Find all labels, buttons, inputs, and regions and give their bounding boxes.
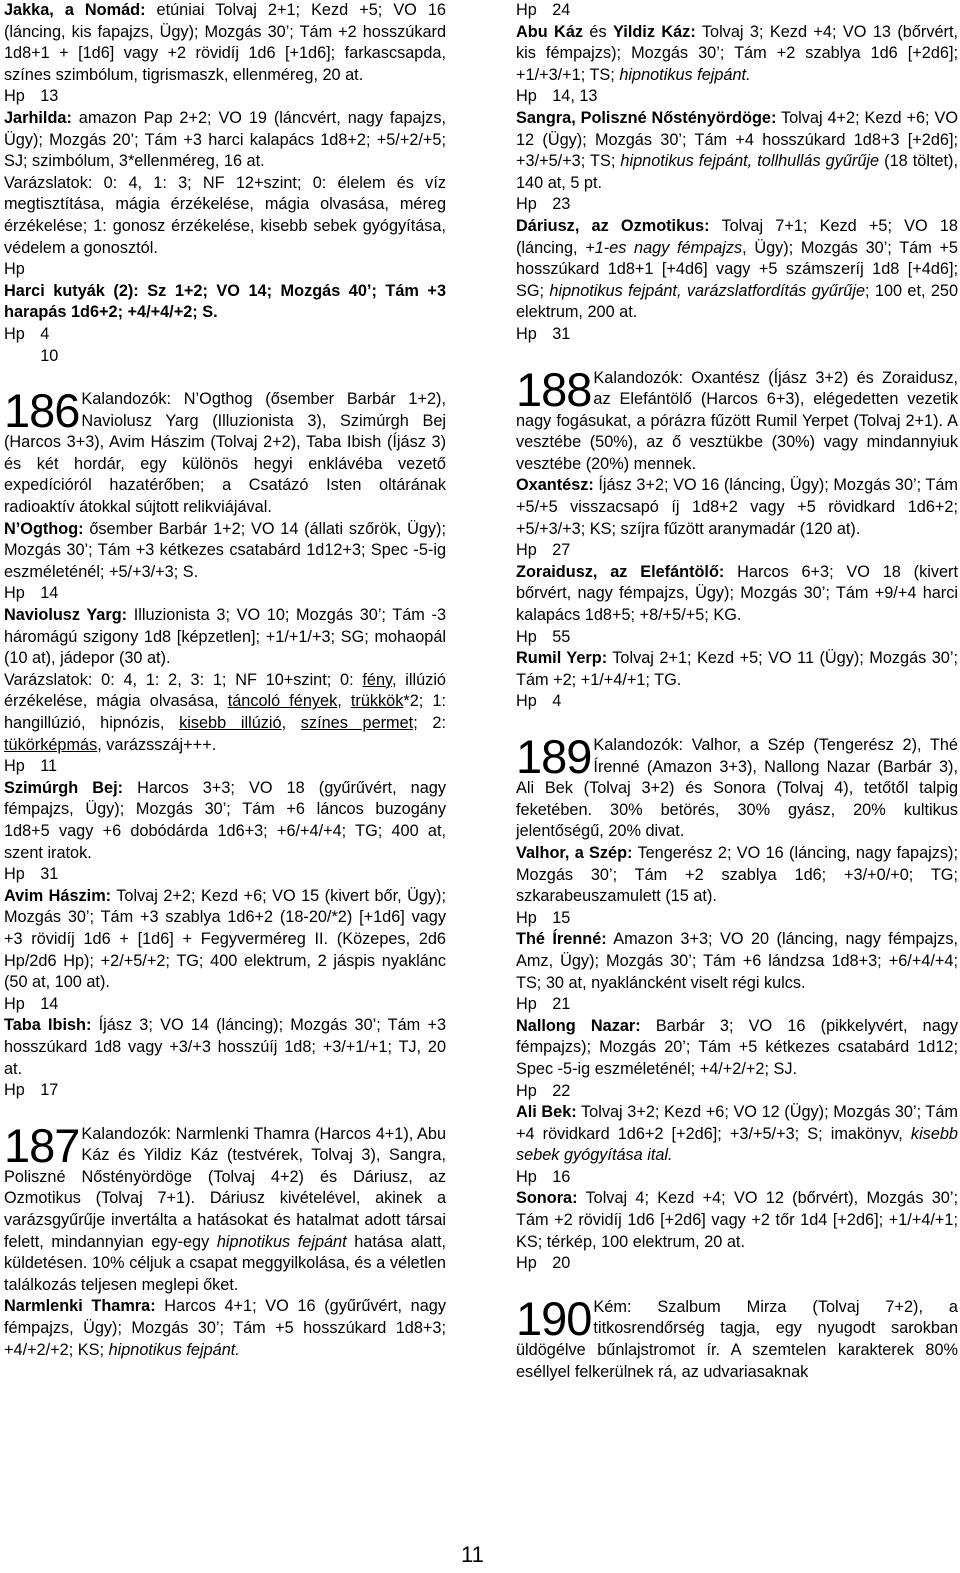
hp-line: Hp 14 <box>4 584 59 603</box>
encounter-number: 189 <box>516 730 592 783</box>
hp-line: Hp 27 <box>516 541 571 560</box>
right-column <box>516 0 958 1383</box>
entry-oxantesz: Oxantész: Íjász 3+2; VO 16 (láncing, Ügy); Mozgás 30’; Tám +5/+5 visszacsapó íj 1d8+2 vagy +5 rövidkard 1d6+2; +5/+3/+3; KS; szíjra fűzött aranymadár (120 at). <box>516 476 958 538</box>
entry-valhor: Valhor, a Szép: Tengerész 2; VO 16 (láncing, nagy fapajzs); Mozgás 30’; Tám +2 szablya 1d6; +3/+0/+0; TG; szkarabeuszamulett (15 at). <box>516 843 959 906</box>
entry-jakka: Jakka, a Nomád: etúniai Tolvaj 2+1; Kezd +5; VO 16 (láncing, kis fapajzs, Ügy); Mozgás 30’; Tám +2 hosszúkard 1d8+1 + [1d6] vagy +2 rövidíj 1d6 [+1d6]; farkascsapda, színes szimbólum, tigrismaszk, ellenméreg, 20 at. <box>4 1 446 84</box>
entry-ali-bek: Ali Bek: Tolvaj 3+2; Kezd +6; VO 12 (Ügy); Mozgás 30’; Tám +4 rövidkard 1d6+2 [+2d6]; +3/+5/+3; S; imakönyv, kisebb sebek gyógyítása ital. <box>516 1103 958 1165</box>
entry-dogs: Harci kutyák (2): Sz 1+2; VO 14; Mozgás 40’; Tám +3 harapás 1d6+2; +4/+4/+2; S. <box>4 281 446 322</box>
entry-sangra: Sangra, Poliszné Nőstényördöge: Tolvaj 4+2; Kezd +6; VO 12 (Ügy); Mozgás 30’; Tám +4 hosszúkard 1d8+3 [+2d6]; +3/+5/+3; TS; hipnotikus fejpánt, tollhullás gyűrűje (18 töltet), 140 at, 5 pt. <box>516 108 958 192</box>
encounter-number: 190 <box>516 1291 592 1345</box>
entry-jarhilda: Jarhilda: amazon Pap 2+2; VO 19 (láncvért, nagy fapajzs, Ügy); Mozgás 20’; Tám +3 harci kalapács 1d8+2; +5/+2/+5; SJ; szimbólum, 3*ellenméreg, 16 at. <box>4 108 446 171</box>
hp-line: Hp 17 <box>4 1081 59 1100</box>
entry-abu-yildiz: Abu Káz és Yildiz Káz: Tolvaj 3; Kezd +4; VO 13 (bőrvért, kis fémpajzs); Mozgás 30’; Tám +2 szablya 1d6 [+2d6]; +1/+3/+1; TS; hipnotikus fejpánt. <box>516 22 958 84</box>
encounter-number: 186 <box>4 384 80 438</box>
entry-naviolusz: Naviolusz Yarg: Illuzionista 3; VO 10; Mozgás 30’; Tám -3 háromágú szigony 1d8 [képzetlen]; +1/+1/+3; SG; mohaopál (10 at), jádepor (30 at). <box>4 606 446 668</box>
hp-line: 10 <box>4 346 59 365</box>
encounter-188: 188 Kalandozók: Oxantész (Íjász 3+2) és Zoraidusz, az Elefántölő (Harcos 6+3), elégedetten vezetik nagy fogásukat, a pórázra fűzött Rumil Yerpet (Tolvaj 2+1). A vesztébe (50%), az ő vesztükbe (30%) vagy mindannyiuk vesztébe (20%) mennek. <box>516 362 958 473</box>
hp-line: Hp 55 <box>516 627 571 646</box>
entry-dariusz: Dáriusz, az Ozmotikus: Tolvaj 7+1; Kezd +5; VO 18 (láncing, +1-es nagy fémpajzs, Ügy); Mozgás 30’; Tám +5 hosszúkard 1d8+1 [+4d6] vagy +5 számszeríj 1d8 [+4d6]; SG; hipnotikus fejpánt, varázslatfordítás gyűrűje; 100 et, 250 elektrum, 200 at. <box>516 216 959 322</box>
hp-line: Hp 14, 13 <box>516 87 598 106</box>
entry-sonora: Sonora: Tolvaj 4; Kezd +4; VO 12 (bőrvért), Mozgás 30’; Tám +2 rövidíj 1d6 [+2d6] vagy +2 tőr 1d4 [+2d6]; +1/+4/+1; KS; térkép, 100 elektrum, 20 at. <box>516 1189 958 1251</box>
entry-taba: Taba Ibish: Íjász 3; VO 14 (láncing); Mozgás 30’; Tám +3 hosszúkard 1d8 vagy +3/+3 hosszúíj 1d8; +3/+1/+1; TJ, 20 at. <box>4 1016 447 1078</box>
encounter-187: 187 Kalandozók: Narmlenki Thamra (Harcos 4+1), Abu Káz és Yildiz Káz (testvérek, Tolvaj 3), Sangra, Poliszné Nőstényördöge (Tolvaj 4+2) és Dáriusz, az Ozmotikus (Tolvaj 7+1). Dáriusz kivételével, akinek a varázsgyűrűje invertálta a hatásokat és hatalmat adott társai felett, mindannyian egy-egy hipnotikus fejpánt hatása alatt, küldetésen. 10% céljuk a csapat meggyilkolása, és a véletlen találkozás teljesen meglepi őket. <box>4 1118 446 1294</box>
hp-line: Hp 4 <box>516 692 562 711</box>
entry-szimurgh: Szimúrgh Bej: Harcos 3+3; VO 18 (gyűrűvért, nagy fémpajzs, Ügy); Mozgás 30’; Tám +6 láncos buzogány 1d8+5 vagy +6 dobódárda 1d6+3; +6/+4/+4; TG; 400 at, szent iratok. <box>4 778 446 862</box>
hp-line: Hp 24 <box>516 1 571 19</box>
entry-rumil: Rumil Yerp: Tolvaj 2+1; Kezd +5; VO 11 (Ügy); Mozgás 30’; Tám +2; +1/+4/+1; TG. <box>516 649 958 689</box>
jarhilda-spells: Varázslatok: 0: 4, 1: 3; NF 12+szint; 0: élelem és víz megtisztítása, mágia érzékelése, mágia olvasása, méreg érzékelése; 1: gonosz érzékelése, kisebb sebek gyógyítása, védelem a gonosztól. <box>4 173 446 257</box>
encounter-189: 189 Kalandozók: Valhor, a Szép (Tengerész 2), Thé Írenné (Amazon 3+3), Nallong Nazar (Barbár 3), Ali Bek (Tolvaj 3+2) és Sonora (Tolvaj 4), tetőtől talpig feketében. 30% betörés, 30% gyász, 20% kultikus jelentőségű, 20% divat. <box>516 730 958 841</box>
encounter-number: 187 <box>4 1118 80 1172</box>
hp-line: Hp 31 <box>516 324 571 343</box>
entry-nogthog: N’Ogthog: ősember Barbár 1+2; VO 14 (állati szőrök, Ügy); Mozgás 30’; Tám +3 kétkezes csatabárd 1d12+3; Spec -5-ig eszméleténél; +5/+3/+3; S. <box>4 519 446 581</box>
entry-nallong: Nallong Nazar: Barbár 3; VO 16 (pikkelyvért, nagy fémpajzs); Mozgás 20’; Tám +5 kétkezes csatabárd 1d12; Spec -5-ig eszméleténél; +4/+2/+2; SJ. <box>516 1016 958 1078</box>
entry-narmlenki: Narmlenki Thamra: Harcos 4+1; VO 16 (gyűrűvért, nagy fémpajzs, Ügy); Mozgás 30’; Tám +5 hosszúkard 1d8+3; +4/+2/+2; KS; hipnotikus fejpánt. <box>4 1297 446 1359</box>
hp-line: Hp 20 <box>516 1254 571 1273</box>
encounter-190: 190 Kém: Szalbum Mirza (Tolvaj 7+2), a titkosrendőrség tagja, egy nyugodt sarokban üldögélve bűnlajstromot ír. A szemtelen karakterek 80% eséllyel felkerülnek rá, az udvariasaknak <box>516 1291 958 1381</box>
hp-line: Hp 15 <box>516 908 571 927</box>
entry-avim: Avim Hászim: Tolvaj 2+2; Kezd +6; VO 15 (kivert bőr, Ügy); Mozgás 30’; Tám +3 szablya 1d6+2 (18-20/*2) [+1d6] vagy +3 rövidíj 1d6 + [1d6] + Fegyverméreg II. (Közepes, 2d6 Hp/2d6 Hp); +2/+5/+2; TG; 400 elektrum, 2 jáspis nyaklánc (50 at, 100 at). <box>4 886 446 992</box>
hp-line: Hp 31 <box>4 865 59 884</box>
encounter-number: 188 <box>516 362 592 416</box>
hp-line: Hp 16 <box>516 1167 571 1186</box>
hp-line: Hp 23 <box>516 195 571 214</box>
naviolusz-spells: Varázslatok: 0: 4, 1: 2, 3: 1; NF 10+szint; 0: fény, illúzió érzékelése, mágia olvasása, táncoló fények, trükkök*2; 1: hangillúzió, hipnózis, kisebb illúzió, színes permet; 2: tükörképmás, varázsszáj+++. <box>4 670 446 754</box>
hp-line: Hp <box>4 260 25 279</box>
entry-zoraidusz: Zoraidusz, az Elefántölő: Harcos 6+3; VO 18 (kivert bőrvért, nagy fémpajzs, Ügy); Mozgás 30’; Tám +9/+4 harci kalapács 1d8+5; +8/+5/+5; KG. <box>516 562 958 625</box>
encounter-186: 186 Kalandozók: N’Ogthog (ősember Barbár 1+2), Naviolusz Yarg (Illuzionista 3), Szimúrgh Bej (Harcos 3+3), Avim Hászim (Tolvaj 2+2), Taba Ibish (Íjász 3) és két hordár, egy különös hegyi enklávéba vezető expedícióról hazatérőben; a Csatázó Isten oltárának radioaktív átokkal sújtott relikviájával. <box>4 384 446 517</box>
hp-line: Hp 22 <box>516 1081 571 1100</box>
page-number: 11 <box>461 1542 484 1567</box>
hp-line: Hp 11 <box>4 757 58 776</box>
hp-line: Hp 14 <box>4 994 59 1013</box>
hp-line: Hp 21 <box>516 995 571 1014</box>
entry-the-irenne: Thé Írenné: Amazon 3+3; VO 20 (láncing, nagy fémpajzs, Amz, Ügy); Mozgás 30’; Tám +6 lándzsa 1d8+3; +6/+4/+4; TS; 30 at, nyakláncként viselt régi kulcs. <box>516 930 958 992</box>
hp-line: Hp 13 <box>4 87 59 106</box>
left-column <box>4 0 446 1361</box>
hp-line: Hp 4 <box>4 324 50 343</box>
